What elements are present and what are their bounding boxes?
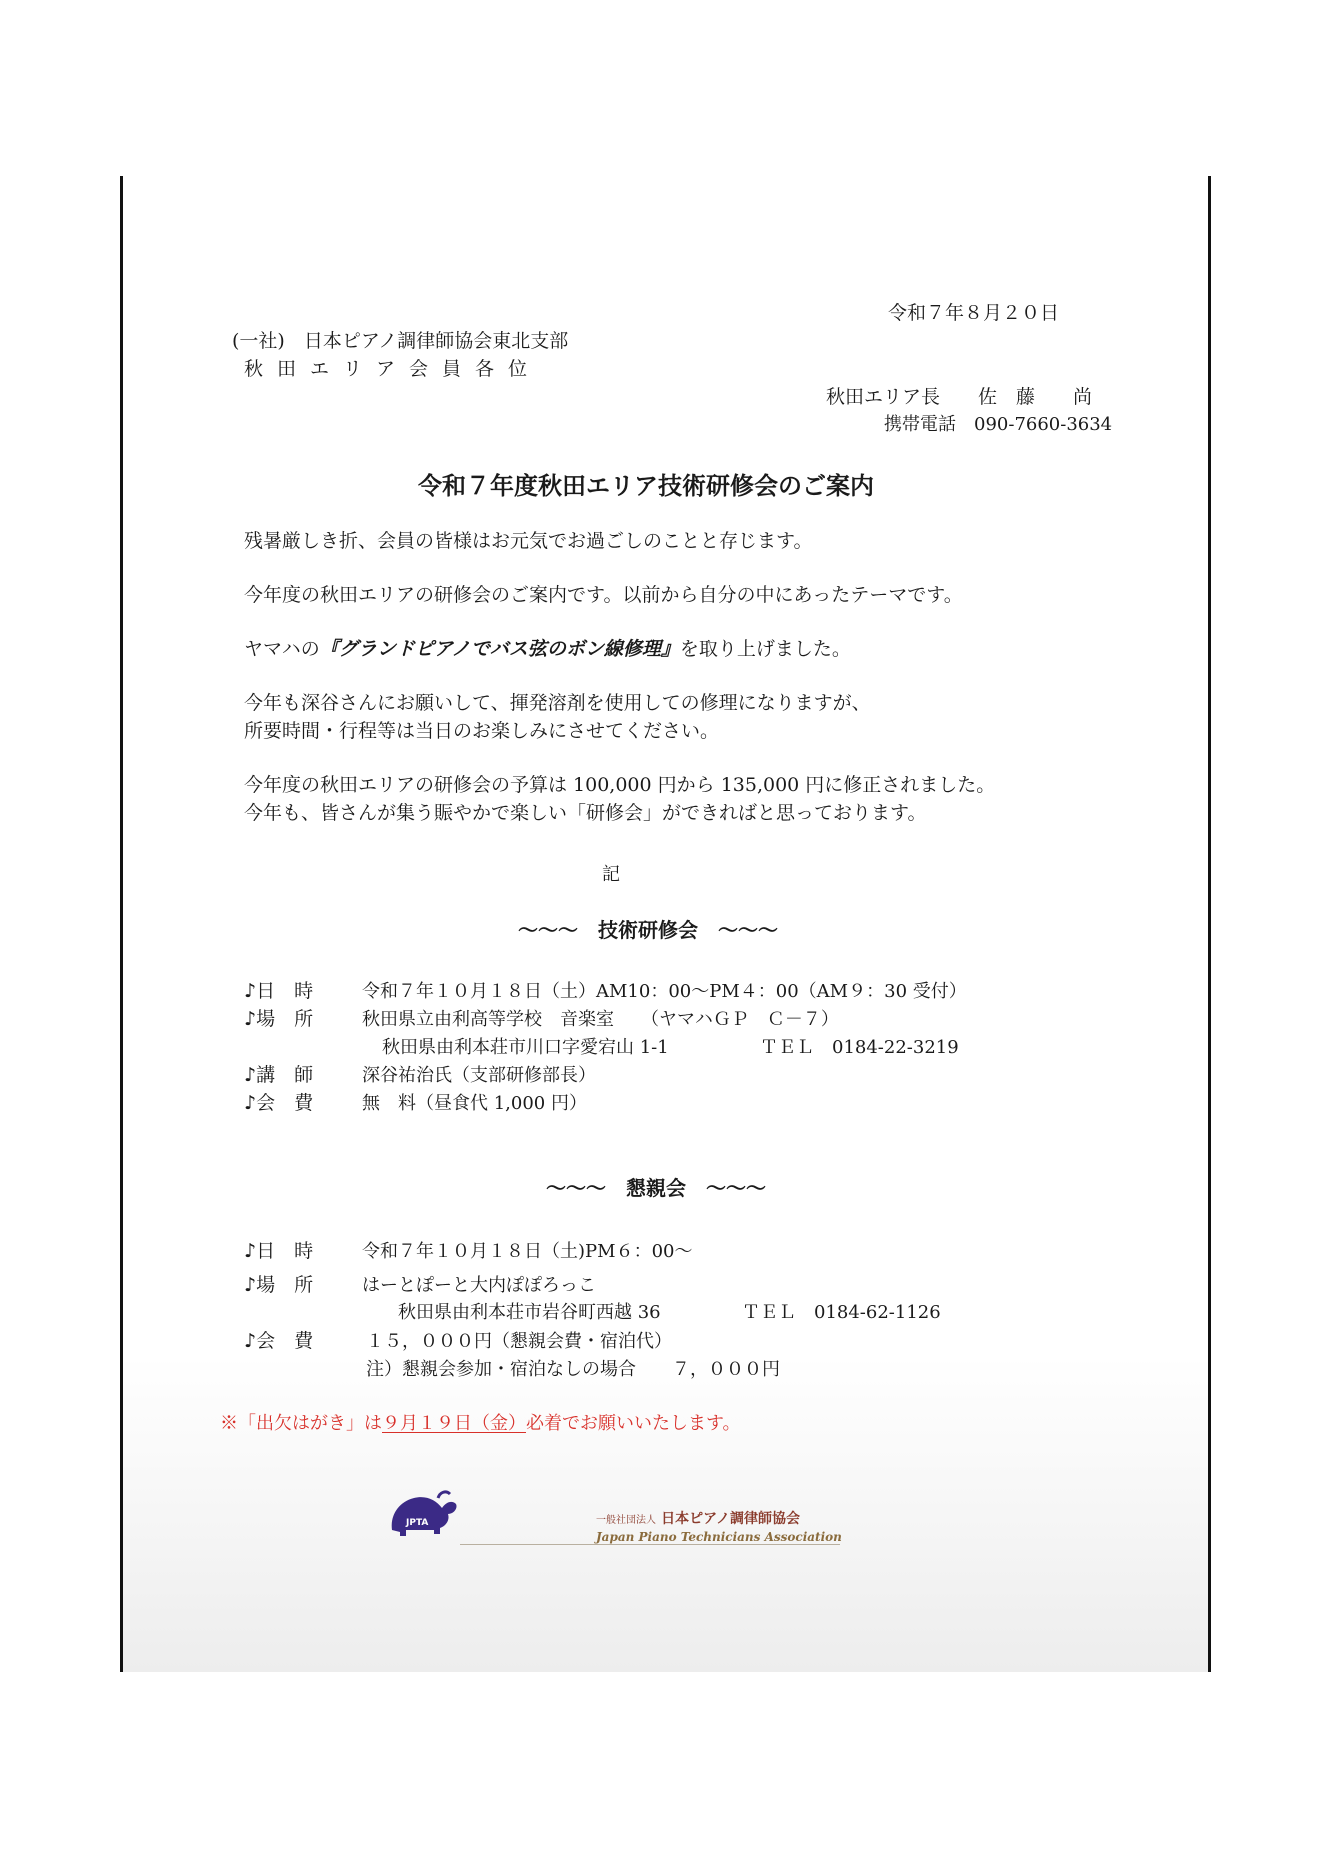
footer-org-en: Japan Piano Technicians Association [596,1530,842,1544]
paragraph-intro: 今年度の秋田エリアの研修会のご案内です。以前から自分の中にあったテーマです。 [244,584,963,606]
ki-mark: 記 [602,864,620,885]
seminar-place-label: ♪場 所 [244,1008,314,1030]
seminar-fee-value: 無 料（昼食代 1,000 円） [362,1093,587,1114]
paragraph-budget-line1: 今年度の秋田エリアの研修会の予算は 100,000 円から 135,000 円に修正されました。 [244,774,996,796]
seminar-date-value: 令和７年１０月１８日（土）AM10：00～PM４：00（AM９：30 受付） [362,981,967,1002]
topic-emphasis: 『グランドピアノでバス弦のボン線修理』 [319,638,680,660]
seminar-lecturer-label: ♪講 師 [244,1064,314,1086]
seminar-place-value: 秋田県立由利高等学校 音楽室 （ヤマハＧＰ Ｃ－７） [362,1009,839,1030]
logo-text: JPTA [406,1518,429,1528]
footer-rule [460,1544,840,1545]
party-date-label: ♪日 時 [244,1240,314,1262]
paragraph-topic [244,634,851,661]
rsvp-prefix: ※「出欠はがき」は [220,1413,382,1434]
sender-title: 秋田エリア長 佐 藤 尚 [826,386,1093,408]
paragraph-method-line1: 今年も深谷さんにお願いして、揮発溶剤を使用しての修理になりますが、 [244,692,871,714]
rsvp-notice [220,1409,741,1435]
recipient-org: (一社) 日本ピアノ調律師協会東北支部 [232,330,569,352]
footer-org-prefix: 一般社団法人 [596,1515,656,1526]
party-fee-value: １５，０００円（懇親会費・宿泊代） [366,1331,672,1352]
party-fee-note: 注）懇親会参加・宿泊なしの場合 ７，０００円 [366,1359,780,1380]
rsvp-deadline: ９月１９日（金） [382,1413,526,1434]
page-title: 令和７年度秋田エリア技術研修会のご案内 [418,471,874,500]
jpta-logo-icon [388,1490,460,1546]
seminar-fee-label: ♪会 費 [244,1092,314,1114]
topic-suffix: を取り上げました。 [679,638,851,660]
sender-phone: 携帯電話 090-7660-3634 [884,414,1113,435]
party-fee-label: ♪会 費 [244,1330,314,1352]
seminar-heading: ～～～ 技術研修会 ～～～ [518,918,778,942]
seminar-lecturer-value: 深谷祐治氏（支部研修部長） [362,1065,596,1086]
party-place-tel: ＴＥＬ 0184-62-1126 [742,1302,941,1323]
seminar-date-label: ♪日 時 [244,980,314,1002]
footer-org-jp [596,1508,800,1528]
issue-date: 令和７年８月２０日 [888,302,1060,324]
paragraph-method-line2: 所要時間・行程等は当日のお楽しみにさせてください。 [244,720,720,742]
party-heading: ～～～ 懇親会 ～～～ [546,1176,766,1200]
footer-org-name: 日本ピアノ調律師協会 [661,1511,800,1527]
party-place-value: はーとぽーと大内ぽぽろっこ [362,1275,596,1296]
paragraph-budget-line2: 今年も、皆さんが集う賑やかで楽しい「研修会」ができればと思っております。 [244,802,927,824]
party-place-address: 秋田県由利本荘市岩谷町西越 36 [398,1302,661,1323]
seminar-place-address: 秋田県由利本荘市川口字愛宕山 1-1 [382,1037,669,1058]
party-date-value: 令和７年１０月１８日（土)PM６：00～ [362,1241,693,1262]
rsvp-suffix: 必着でお願いいたします。 [526,1413,741,1434]
seminar-place-tel: ＴＥＬ 0184-22-3219 [760,1037,959,1058]
recipient-members: 秋田エリア会員各位 [244,358,542,380]
topic-prefix: ヤマハの [244,638,320,660]
paragraph-greeting: 残暑厳しき折、会員の皆様はお元気でお過ごしのことと存じます。 [244,530,813,552]
party-place-label: ♪場 所 [244,1274,314,1296]
